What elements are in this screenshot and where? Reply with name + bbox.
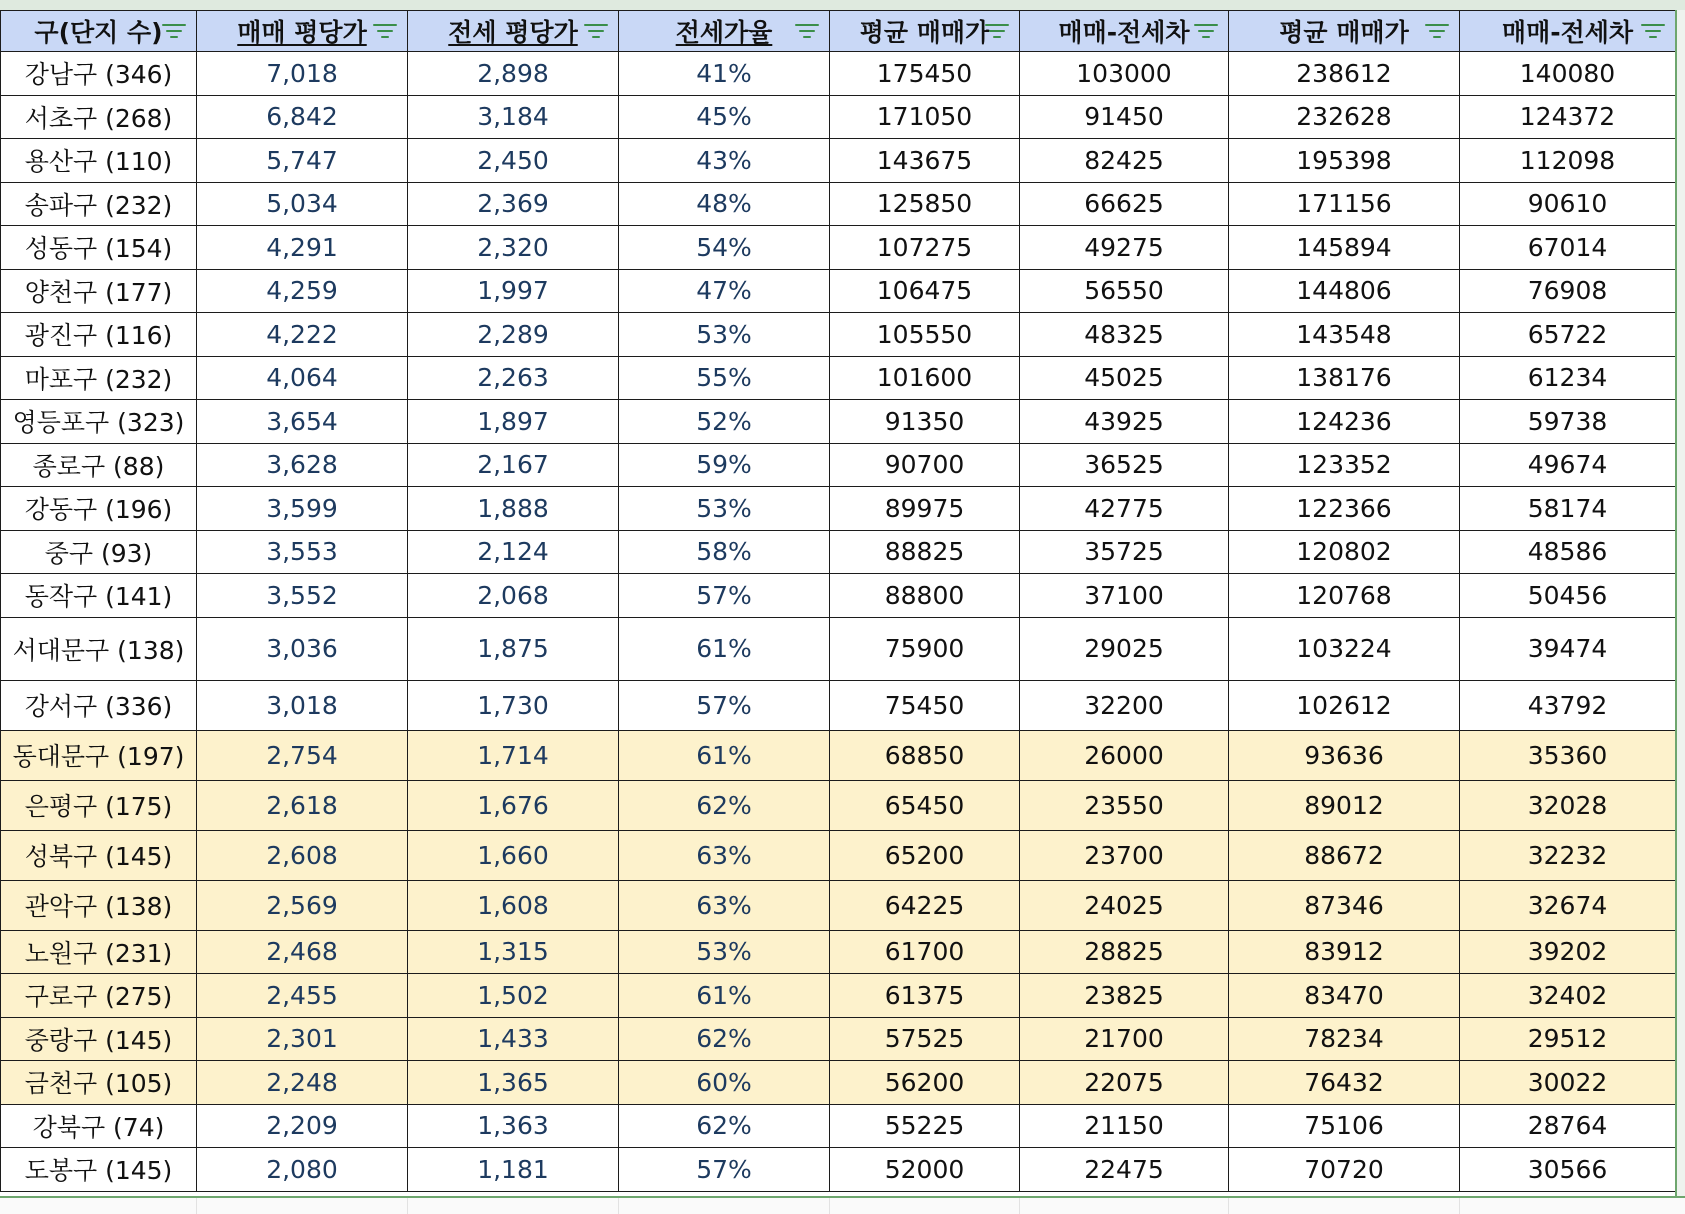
value-cell[interactable]: 2,124 — [408, 530, 619, 574]
district-cell[interactable]: 성동구 (154) — [1, 226, 197, 270]
value-cell[interactable]: 195398 — [1229, 139, 1460, 183]
district-cell[interactable]: 구로구 (275) — [1, 974, 197, 1018]
table-row — [1, 226, 1676, 270]
value-cell[interactable]: 2,450 — [408, 139, 619, 183]
value-cell[interactable]: 21700 — [1020, 1017, 1229, 1061]
table-row — [1, 930, 1676, 974]
value-cell[interactable]: 90610 — [1460, 182, 1676, 226]
value-cell[interactable]: 3,184 — [408, 95, 619, 139]
value-cell[interactable]: 57% — [619, 680, 830, 730]
value-cell[interactable]: 1,181 — [408, 1148, 619, 1192]
value-cell[interactable]: 1,875 — [408, 617, 619, 680]
value-cell[interactable]: 78234 — [1229, 1017, 1460, 1061]
data-table — [0, 10, 1676, 1192]
value-cell[interactable]: 83470 — [1229, 974, 1460, 1018]
filter-icon[interactable] — [985, 22, 1009, 40]
value-cell[interactable]: 2,263 — [408, 356, 619, 400]
value-cell[interactable]: 238612 — [1229, 52, 1460, 96]
value-cell[interactable]: 30022 — [1460, 1061, 1676, 1105]
value-cell[interactable]: 23700 — [1020, 830, 1229, 880]
value-cell[interactable]: 2,068 — [408, 574, 619, 618]
filter-icon[interactable] — [795, 22, 819, 40]
value-cell[interactable]: 1,676 — [408, 780, 619, 830]
table-row — [1, 95, 1676, 139]
value-cell[interactable]: 43925 — [1020, 400, 1229, 444]
value-cell[interactable]: 62% — [619, 1017, 830, 1061]
value-cell[interactable]: 4,291 — [197, 226, 408, 270]
value-cell[interactable]: 32200 — [1020, 680, 1229, 730]
value-cell[interactable]: 2,248 — [197, 1061, 408, 1105]
value-cell[interactable]: 42775 — [1020, 487, 1229, 531]
value-cell[interactable]: 124236 — [1229, 400, 1460, 444]
value-cell[interactable]: 35360 — [1460, 730, 1676, 780]
value-cell[interactable]: 88672 — [1229, 830, 1460, 880]
value-cell[interactable]: 63% — [619, 830, 830, 880]
column-header-2[interactable] — [408, 11, 619, 52]
district-cell[interactable]: 양천구 (177) — [1, 269, 197, 313]
value-cell[interactable]: 1,608 — [408, 880, 619, 930]
value-cell[interactable]: 3,628 — [197, 443, 408, 487]
value-cell[interactable]: 47% — [619, 269, 830, 313]
table-row — [1, 530, 1676, 574]
table-row — [1, 400, 1676, 444]
value-cell[interactable]: 106475 — [830, 269, 1020, 313]
value-cell[interactable]: 1,888 — [408, 487, 619, 531]
value-cell[interactable]: 65200 — [830, 830, 1020, 880]
value-cell[interactable]: 56200 — [830, 1061, 1020, 1105]
value-cell[interactable]: 90700 — [830, 443, 1020, 487]
value-cell[interactable]: 3,036 — [197, 617, 408, 680]
table-row — [1, 574, 1676, 618]
value-cell[interactable]: 1,997 — [408, 269, 619, 313]
value-cell[interactable]: 2,618 — [197, 780, 408, 830]
value-cell[interactable]: 23550 — [1020, 780, 1229, 830]
value-cell[interactable]: 120802 — [1229, 530, 1460, 574]
value-cell[interactable]: 107275 — [830, 226, 1020, 270]
value-cell[interactable]: 48325 — [1020, 313, 1229, 357]
value-cell[interactable]: 125850 — [830, 182, 1020, 226]
filter-icon[interactable] — [1641, 22, 1665, 40]
district-cell[interactable]: 광진구 (116) — [1, 313, 197, 357]
value-cell[interactable]: 171050 — [830, 95, 1020, 139]
column-header-label: 매매 평당가 — [237, 18, 367, 47]
district-cell[interactable]: 금천구 (105) — [1, 1061, 197, 1105]
table-row — [1, 1104, 1676, 1148]
value-cell[interactable]: 55% — [619, 356, 830, 400]
value-cell[interactable]: 7,018 — [197, 52, 408, 96]
value-cell[interactable]: 120768 — [1229, 574, 1460, 618]
value-cell[interactable]: 3,552 — [197, 574, 408, 618]
value-cell[interactable]: 39474 — [1460, 617, 1676, 680]
value-cell[interactable]: 105550 — [830, 313, 1020, 357]
value-cell[interactable]: 57% — [619, 1148, 830, 1192]
column-header-label: 전세가율 — [675, 18, 773, 47]
value-cell[interactable]: 70720 — [1229, 1148, 1460, 1192]
value-cell[interactable]: 29025 — [1020, 617, 1229, 680]
district-cell[interactable]: 동대문구 (197) — [1, 730, 197, 780]
value-cell[interactable]: 30566 — [1460, 1148, 1676, 1192]
value-cell[interactable]: 62% — [619, 1104, 830, 1148]
district-cell[interactable]: 은평구 (175) — [1, 780, 197, 830]
value-cell[interactable]: 2,455 — [197, 974, 408, 1018]
value-cell[interactable]: 55225 — [830, 1104, 1020, 1148]
filter-icon[interactable] — [1425, 22, 1449, 40]
value-cell[interactable]: 1,897 — [408, 400, 619, 444]
value-cell[interactable]: 1,363 — [408, 1104, 619, 1148]
value-cell[interactable]: 66625 — [1020, 182, 1229, 226]
value-cell[interactable]: 61% — [619, 974, 830, 1018]
table-row — [1, 974, 1676, 1018]
table-row — [1, 1061, 1676, 1105]
value-cell[interactable]: 2,569 — [197, 880, 408, 930]
value-cell[interactable]: 61234 — [1460, 356, 1676, 400]
value-cell[interactable]: 28764 — [1460, 1104, 1676, 1148]
value-cell[interactable]: 61% — [619, 617, 830, 680]
table-row — [1, 1148, 1676, 1192]
value-cell[interactable]: 45% — [619, 95, 830, 139]
value-cell[interactable]: 61700 — [830, 930, 1020, 974]
value-cell[interactable]: 91350 — [830, 400, 1020, 444]
value-cell[interactable]: 28825 — [1020, 930, 1229, 974]
value-cell[interactable]: 48% — [619, 182, 830, 226]
value-cell[interactable]: 60% — [619, 1061, 830, 1105]
value-cell[interactable]: 26000 — [1020, 730, 1229, 780]
table-row — [1, 830, 1676, 880]
value-cell[interactable]: 4,222 — [197, 313, 408, 357]
value-cell[interactable]: 57525 — [830, 1017, 1020, 1061]
value-cell[interactable]: 93636 — [1229, 730, 1460, 780]
value-cell[interactable]: 91450 — [1020, 95, 1229, 139]
value-cell[interactable]: 143675 — [830, 139, 1020, 183]
table-row — [1, 680, 1676, 730]
value-cell[interactable]: 52000 — [830, 1148, 1020, 1192]
value-cell[interactable]: 103000 — [1020, 52, 1229, 96]
table-row — [1, 730, 1676, 780]
column-header-6[interactable] — [1229, 11, 1460, 52]
value-cell[interactable]: 4,064 — [197, 356, 408, 400]
table-row — [1, 780, 1676, 830]
district-cell[interactable]: 송파구 (232) — [1, 182, 197, 226]
value-cell[interactable]: 75900 — [830, 617, 1020, 680]
value-cell[interactable]: 2,320 — [408, 226, 619, 270]
district-cell[interactable]: 중구 (93) — [1, 530, 197, 574]
value-cell[interactable]: 88825 — [830, 530, 1020, 574]
value-cell[interactable]: 67014 — [1460, 226, 1676, 270]
district-cell[interactable]: 도봉구 (145) — [1, 1148, 197, 1192]
district-cell[interactable]: 서대문구 (138) — [1, 617, 197, 680]
value-cell[interactable]: 1,433 — [408, 1017, 619, 1061]
value-cell[interactable]: 56550 — [1020, 269, 1229, 313]
value-cell[interactable]: 2,608 — [197, 830, 408, 880]
table-row — [1, 487, 1676, 531]
value-cell[interactable]: 32028 — [1460, 780, 1676, 830]
district-cell[interactable]: 동작구 (141) — [1, 574, 197, 618]
value-cell[interactable]: 75450 — [830, 680, 1020, 730]
column-header-label: 매매-전세차 — [1058, 18, 1190, 47]
value-cell[interactable]: 36525 — [1020, 443, 1229, 487]
table-row — [1, 269, 1676, 313]
value-cell[interactable]: 32674 — [1460, 880, 1676, 930]
value-cell[interactable]: 75106 — [1229, 1104, 1460, 1148]
value-cell[interactable]: 41% — [619, 52, 830, 96]
value-cell[interactable]: 3,654 — [197, 400, 408, 444]
value-cell[interactable]: 59738 — [1460, 400, 1676, 444]
value-cell[interactable]: 4,259 — [197, 269, 408, 313]
filter-icon[interactable] — [584, 22, 608, 40]
table-row — [1, 617, 1676, 680]
value-cell[interactable]: 2,080 — [197, 1148, 408, 1192]
value-cell[interactable]: 62% — [619, 780, 830, 830]
value-cell[interactable]: 76432 — [1229, 1061, 1460, 1105]
table-row — [1, 182, 1676, 226]
table-row — [1, 139, 1676, 183]
district-cell[interactable]: 서초구 (268) — [1, 95, 197, 139]
value-cell[interactable]: 63% — [619, 880, 830, 930]
value-cell[interactable]: 68850 — [830, 730, 1020, 780]
value-cell[interactable]: 2,289 — [408, 313, 619, 357]
value-cell[interactable]: 2,754 — [197, 730, 408, 780]
value-cell[interactable]: 53% — [619, 930, 830, 974]
value-cell[interactable]: 54% — [619, 226, 830, 270]
value-cell[interactable]: 50456 — [1460, 574, 1676, 618]
empty-row-strip — [0, 1196, 1685, 1214]
value-cell[interactable]: 6,842 — [197, 95, 408, 139]
column-header-1[interactable] — [197, 11, 408, 52]
value-cell[interactable]: 48586 — [1460, 530, 1676, 574]
value-cell[interactable]: 32232 — [1460, 830, 1676, 880]
column-header-4[interactable] — [830, 11, 1020, 52]
value-cell[interactable]: 3,553 — [197, 530, 408, 574]
table-row — [1, 313, 1676, 357]
value-cell[interactable]: 22475 — [1020, 1148, 1229, 1192]
value-cell[interactable]: 49275 — [1020, 226, 1229, 270]
value-cell[interactable]: 175450 — [830, 52, 1020, 96]
table-row — [1, 1017, 1676, 1061]
value-cell[interactable]: 2,167 — [408, 443, 619, 487]
value-cell[interactable]: 5,747 — [197, 139, 408, 183]
district-cell[interactable]: 강북구 (74) — [1, 1104, 197, 1148]
value-cell[interactable]: 61% — [619, 730, 830, 780]
table-row — [1, 356, 1676, 400]
value-cell[interactable]: 53% — [619, 487, 830, 531]
value-cell[interactable]: 101600 — [830, 356, 1020, 400]
value-cell[interactable]: 1,660 — [408, 830, 619, 880]
value-cell[interactable]: 232628 — [1229, 95, 1460, 139]
district-cell[interactable]: 관악구 (138) — [1, 880, 197, 930]
value-cell[interactable]: 145894 — [1229, 226, 1460, 270]
value-cell[interactable]: 171156 — [1229, 182, 1460, 226]
value-cell[interactable]: 3,599 — [197, 487, 408, 531]
value-cell[interactable]: 103224 — [1229, 617, 1460, 680]
value-cell[interactable]: 82425 — [1020, 139, 1229, 183]
value-cell[interactable]: 49674 — [1460, 443, 1676, 487]
value-cell[interactable]: 53% — [619, 313, 830, 357]
value-cell[interactable]: 2,898 — [408, 52, 619, 96]
value-cell[interactable]: 1,365 — [408, 1061, 619, 1105]
district-cell[interactable]: 강동구 (196) — [1, 487, 197, 531]
value-cell[interactable]: 58174 — [1460, 487, 1676, 531]
value-cell[interactable]: 1,714 — [408, 730, 619, 780]
value-cell[interactable]: 52% — [619, 400, 830, 444]
column-header-label: 평균 매매가 — [859, 18, 990, 47]
value-cell[interactable]: 65722 — [1460, 313, 1676, 357]
value-cell[interactable]: 64225 — [830, 880, 1020, 930]
value-cell[interactable]: 29512 — [1460, 1017, 1676, 1061]
value-cell[interactable]: 89975 — [830, 487, 1020, 531]
value-cell[interactable]: 138176 — [1229, 356, 1460, 400]
column-header-0[interactable] — [1, 11, 197, 52]
table-row — [1, 880, 1676, 930]
value-cell[interactable]: 61375 — [830, 974, 1020, 1018]
column-header-3[interactable] — [619, 11, 830, 52]
value-cell[interactable]: 1,502 — [408, 974, 619, 1018]
value-cell[interactable]: 83912 — [1229, 930, 1460, 974]
filter-icon[interactable] — [1194, 22, 1218, 40]
value-cell[interactable]: 2,468 — [197, 930, 408, 974]
column-header-5[interactable] — [1020, 11, 1229, 52]
value-cell[interactable]: 2,301 — [197, 1017, 408, 1061]
column-header-label: 구(단지 수) — [34, 18, 163, 47]
value-cell[interactable]: 43792 — [1460, 680, 1676, 730]
value-cell[interactable]: 76908 — [1460, 269, 1676, 313]
table-row — [1, 443, 1676, 487]
value-cell[interactable]: 3,018 — [197, 680, 408, 730]
table-row — [1, 52, 1676, 96]
district-cell[interactable]: 마포구 (232) — [1, 356, 197, 400]
value-cell[interactable]: 124372 — [1460, 95, 1676, 139]
district-cell[interactable]: 종로구 (88) — [1, 443, 197, 487]
value-cell[interactable]: 35725 — [1020, 530, 1229, 574]
column-header-label: 평균 매매가 — [1279, 18, 1409, 47]
table-body — [1, 52, 1676, 1192]
value-cell[interactable]: 1,315 — [408, 930, 619, 974]
value-cell[interactable]: 45025 — [1020, 356, 1229, 400]
column-header-7[interactable] — [1460, 11, 1676, 52]
column-header-label: 전세 평당가 — [448, 18, 578, 47]
value-cell[interactable]: 65450 — [830, 780, 1020, 830]
district-cell[interactable]: 용산구 (110) — [1, 139, 197, 183]
value-cell[interactable]: 43% — [619, 139, 830, 183]
district-cell[interactable]: 강서구 (336) — [1, 680, 197, 730]
value-cell[interactable]: 39202 — [1460, 930, 1676, 974]
value-cell[interactable]: 140080 — [1460, 52, 1676, 96]
value-cell[interactable]: 23825 — [1020, 974, 1229, 1018]
value-cell[interactable]: 102612 — [1229, 680, 1460, 730]
district-cell[interactable]: 성북구 (145) — [1, 830, 197, 880]
value-cell[interactable]: 57% — [619, 574, 830, 618]
value-cell[interactable]: 112098 — [1460, 139, 1676, 183]
value-cell[interactable]: 5,034 — [197, 182, 408, 226]
district-cell[interactable]: 중랑구 (145) — [1, 1017, 197, 1061]
value-cell[interactable]: 21150 — [1020, 1104, 1229, 1148]
value-cell[interactable]: 123352 — [1229, 443, 1460, 487]
value-cell[interactable]: 143548 — [1229, 313, 1460, 357]
value-cell[interactable]: 122366 — [1229, 487, 1460, 531]
header-row — [1, 11, 1676, 52]
value-cell[interactable]: 88800 — [830, 574, 1020, 618]
value-cell[interactable]: 32402 — [1460, 974, 1676, 1018]
value-cell[interactable]: 37100 — [1020, 574, 1229, 618]
value-cell[interactable]: 87346 — [1229, 880, 1460, 930]
column-header-label: 매매-전세차 — [1501, 18, 1634, 47]
value-cell[interactable]: 2,209 — [197, 1104, 408, 1148]
value-cell[interactable]: 144806 — [1229, 269, 1460, 313]
value-cell[interactable]: 2,369 — [408, 182, 619, 226]
district-cell[interactable]: 노원구 (231) — [1, 930, 197, 974]
value-cell[interactable]: 24025 — [1020, 880, 1229, 930]
value-cell[interactable]: 58% — [619, 530, 830, 574]
value-cell[interactable]: 22075 — [1020, 1061, 1229, 1105]
value-cell[interactable]: 59% — [619, 443, 830, 487]
filter-icon[interactable] — [373, 22, 397, 40]
filter-icon[interactable] — [162, 22, 186, 40]
column-edge-strip — [1675, 10, 1685, 1210]
district-cell[interactable]: 영등포구 (323) — [1, 400, 197, 444]
value-cell[interactable]: 89012 — [1229, 780, 1460, 830]
value-cell[interactable]: 1,730 — [408, 680, 619, 730]
district-cell[interactable]: 강남구 (346) — [1, 52, 197, 96]
